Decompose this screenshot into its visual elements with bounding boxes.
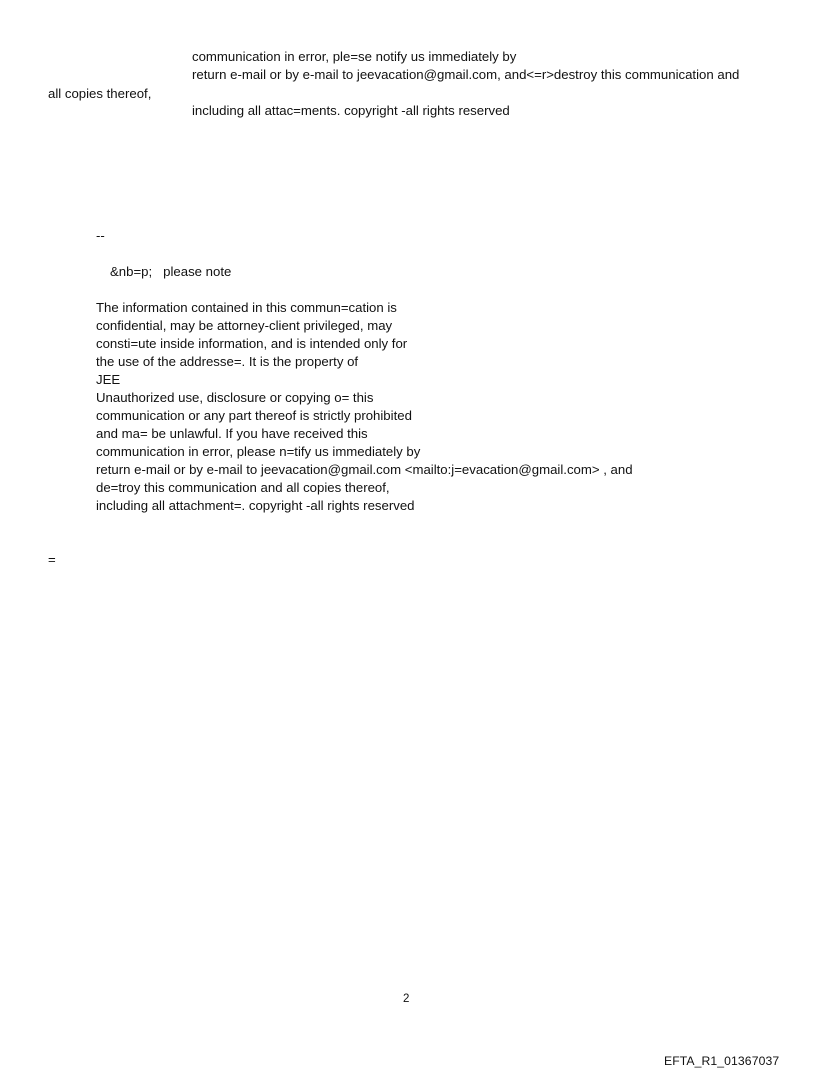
block1-line-4: including all attac=ments. copyright -all rights reserved [192,103,510,118]
block2-line-4: the use of the addresse=. It is the property of [96,354,359,369]
block2-line-6: Unauthorized use, disclosure or copying o= this [96,390,374,405]
block2-line-3: consti=ute inside information, and is intended only for [96,336,408,351]
block2-line-2: confidential, may be attorney-client privileged, may [96,318,393,333]
block2-line-7: communication or any part thereof is strictly prohibited [96,408,412,423]
page-number: 2 [403,993,410,1005]
block1-line-1: communication in error, ple=se notify us immediately by [192,49,517,64]
block2-line-11: de=troy this communication and all copies thereof, [96,480,390,495]
block2-line-8: and ma= be unlawful. If you have received this [96,426,368,441]
block1-line-3: all copies thereof, [48,86,152,101]
block1-line-2: return e-mail or by e-mail to jeevacation@gmail.com, and<=r>destroy this communication and [192,67,740,82]
trailing-equals: = [48,552,56,567]
block2-line-5: JEE [96,372,121,387]
please-note-line: &nb=p; please note [110,264,232,279]
block2-line-9: communication in error, please n=tify us immediately by [96,444,421,459]
block2-line-1: The information contained in this commun=cation is [96,300,397,315]
block2-line-12: including all attachment=. copyright -all rights reserved [96,498,415,513]
separator-dashes: -- [96,228,105,243]
document-id: EFTA_R1_01367037 [664,1054,780,1068]
block2-line-10: return e-mail or by e-mail to jeevacation@gmail.com <mailto:j=evacation@gmail.com> , and [96,462,633,477]
